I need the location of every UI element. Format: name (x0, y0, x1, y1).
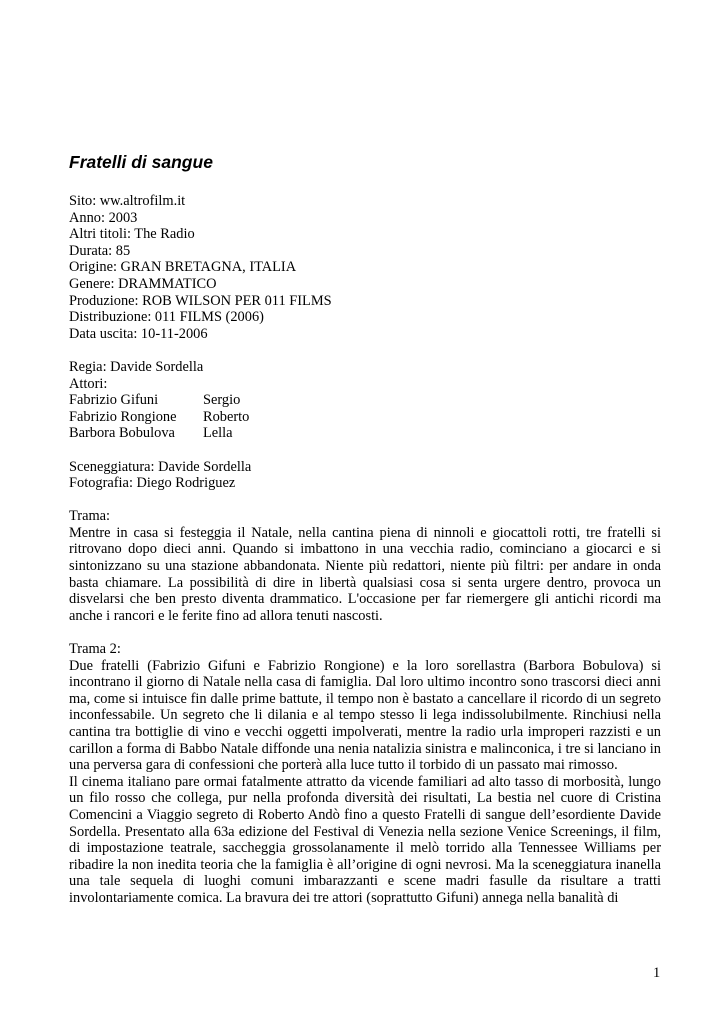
cast-actor: Fabrizio Gifuni (69, 392, 159, 409)
cast-table (69, 392, 249, 442)
critica-paragraph: Il cinema italiano pare ormai fatalmente attratto da vicende familiari ad alto tasso di morbosità, lungo un filo rosso che collega, pur nella profonda diversità dei risultati, La bestia nel cuore di Cristina Comencini a Viaggio segreto di Roberto Andò fino a questo Fratelli di sangue dell’esordiente Davide Sordella. Presentato alla 63a edizione del Festival di Venezia nella sezione Venice Screenings, il film, di impostazione teatrale, saccheggia grossolanamente il melò torrido alla Tennessee Williams per ribadire la non inedita teoria che la famiglia è all’origine di ogni nevrosi. Ma la sceneggiatura inanella una tale sequela di luoghi comuni imbarazzanti e scene madri fasulle da risultare a tratti involontariamente comica. La bravura dei tre attori (soprattutto Gifuni) annega nella banalità di (69, 773, 661, 906)
attori-label: Attori: (69, 375, 108, 392)
fotografia: Fotografia: Diego Rodriguez (69, 475, 236, 492)
info-durata: Durata: 85 (69, 242, 131, 259)
sceneggiatura: Sceneggiatura: Davide Sordella (69, 458, 252, 475)
cast-role: Roberto (203, 408, 250, 425)
info-data-uscita: Data uscita: 10-11-2006 (69, 325, 208, 342)
cast-role: Sergio (203, 392, 241, 409)
trama2-paragraph: Due fratelli (Fabrizio Gifuni e Fabrizio Rongione) e la loro sorellastra (Barbora Bobulova) si incontrano il giorno di Natale nella casa di famiglia. Dal loro ultimo incontro sono trascorsi dieci anni ma, come si intuisce fin dalle prime battute, il tempo non è bastato a cancellare il ricordo di un segreto inconfessabile. Un segreto che li dilania e al tempo stesso li lega indissolubilmente. Rinchiusi nella cantina tra bottiglie di vino e vecchi oggetti impolverati, mentre la radio urla improperi razzisti e un carillon a forma di Babbo Natale diffonde una nenia natalizia sinistra e malinconica, i tre si lanciano in una perversa gara di confessioni che porterà alla luce tutto il torbido di un passato mai rimosso. (69, 657, 661, 774)
trama-paragraph: Mentre in casa si festeggia il Natale, nella cantina piena di ninnoli e giocattoli rotti, tre fratelli si ritrovano dopo dieci anni. Quando si imbattono in una vecchia radio, cominciano a giocarci e si sintonizzano su una stazione abbandonata. Niente più redattori, niente più filtri: per andare in onda basta chiamare. La possibilità di dire in libertà qualsiasi cosa si senta urgere dentro, provoca un disvelarsi che ben presto diventa drammatico. L'occasione per far riemergere gli antichi ricordi ma anche i rancori e le ferite fino ad allora tenuti nascosti. (69, 524, 661, 624)
cast-actor: Fabrizio Rongione (69, 408, 177, 425)
info-sito: Sito: ww.altrofilm.it (69, 193, 186, 209)
info-anno: Anno: 2003 (69, 209, 138, 226)
cast-row (69, 409, 249, 426)
document-title: Fratelli di sangue (69, 152, 213, 172)
info-produzione: Produzione: ROB WILSON PER 011 FILMS (69, 292, 332, 309)
cast-row (69, 425, 249, 442)
film-info (69, 193, 661, 342)
info-genere: Genere: DRAMMATICO (69, 275, 217, 292)
info-altri-titoli: Altri titoli: The Radio (69, 226, 195, 243)
trama-label: Trama: (69, 508, 111, 525)
info-distribuzione: Distribuzione: 011 FILMS (2006) (69, 309, 264, 326)
document-body (69, 193, 661, 907)
info-origine: Origine: GRAN BRETAGNA, ITALIA (69, 259, 297, 276)
page-number: 1 (653, 965, 661, 981)
regia: Regia: Davide Sordella (69, 358, 204, 375)
cast-role: Lella (203, 425, 233, 442)
trama2-label: Trama 2: (69, 641, 121, 658)
cast-actor: Barbora Bobulova (69, 425, 175, 442)
cast-row (69, 392, 249, 409)
